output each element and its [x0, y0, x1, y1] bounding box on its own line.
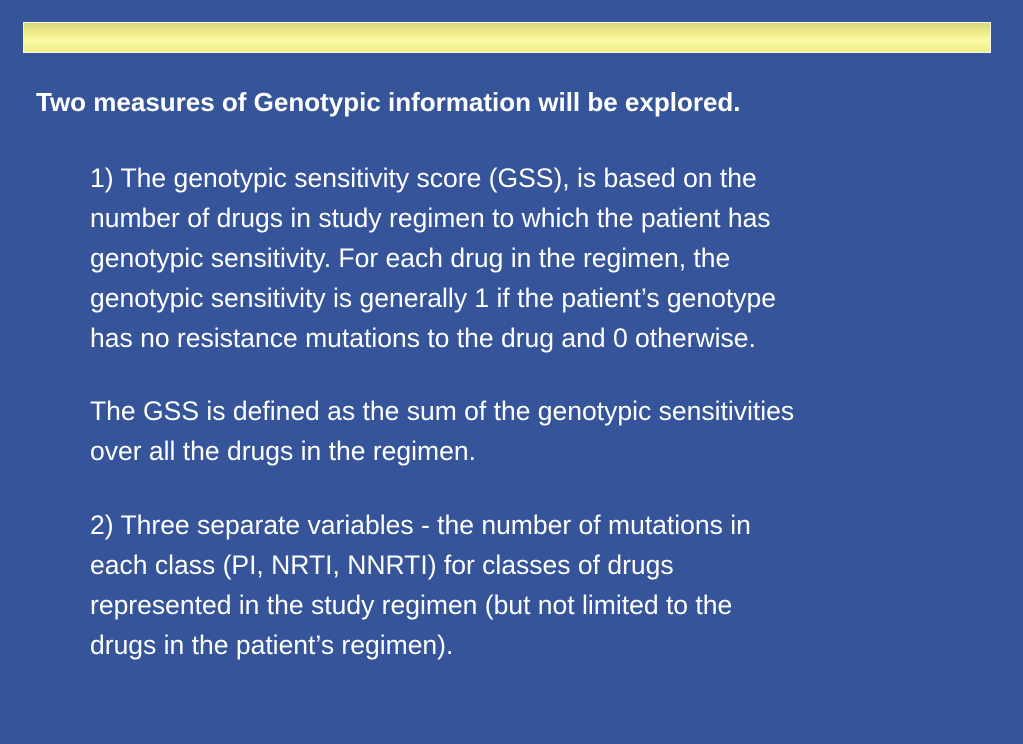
paragraph-mutation-variables: 2) Three separate variables - the number of mutations in each class (PI, NRTI, NNRTI) for classes of drugs represented in the study regimen (but not limited to the drugs in the patient’s regimen).: [90, 510, 751, 660]
title-bar: [23, 22, 991, 53]
paragraph-gss-definition: 1) The genotypic sensitivity score (GSS), is based on the number of drugs in study regimen to which the patient has genotypic sensitivity. For each drug in the regimen, the genotypic sensitivity is generally 1 if the patient’s genotype has no resistance mutations to the drug and 0 otherwise.: [90, 163, 776, 353]
paragraph-gss-sum: The GSS is defined as the sum of the genotypic sensitivities over all the drugs in the regimen.: [90, 396, 795, 466]
slide-heading: Two measures of Genotypic information will be explored.: [36, 87, 741, 117]
